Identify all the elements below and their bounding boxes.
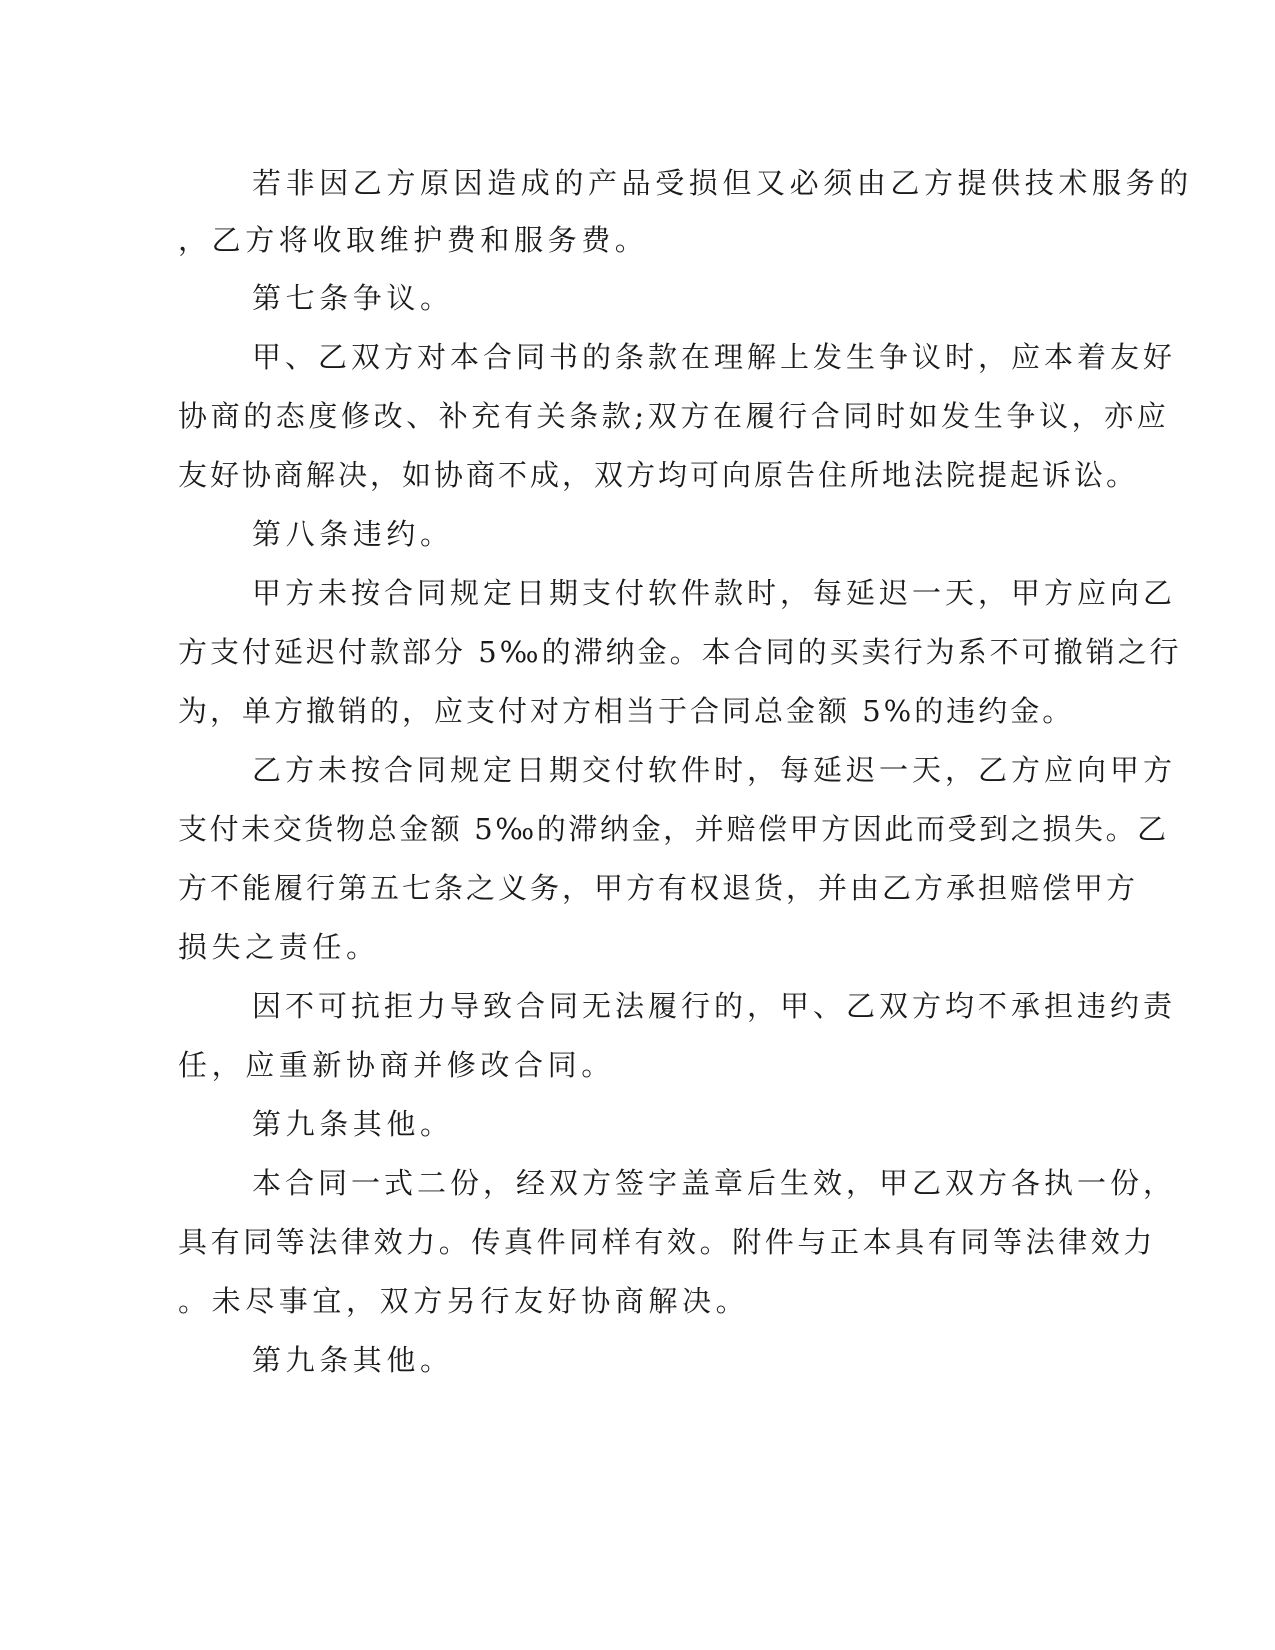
paragraph-line: 本合同一式二份，经双方签字盖章后生效，甲乙双方各执一份， [252, 1166, 1177, 1200]
paragraph-line: 具有同等法律效力。传真件同样有效。附件与正本具有同等法律效力 [178, 1225, 1157, 1259]
paragraph-line: 。未尽事宜，双方另行友好协商解决。 [178, 1284, 750, 1318]
section-heading: 第九条其他。 [252, 1343, 454, 1377]
section-heading: 第七条争议。 [252, 281, 454, 315]
paragraph-line: 方支付延迟付款部分 5‰的滞纳金。本合同的买卖行为系不可撤销之行 [178, 635, 1182, 669]
section-heading: 第八条违约。 [252, 517, 454, 551]
paragraph-line: 损失之责任。 [178, 930, 380, 964]
paragraph-line: 若非因乙方原因造成的产品受损但又必须由乙方提供技术服务的 [252, 166, 1193, 200]
paragraph-line: 支付未交货物总金额 5‰的滞纳金，并赔偿甲方因此而受到之损失。乙 [178, 812, 1169, 846]
paragraph-line: 协商的态度修改、补充有关条款;双方在履行合同时如发生争议，亦应 [178, 399, 1170, 433]
paragraph-line: 因不可抗拒力导致合同无法履行的，甲、乙双方均不承担违约责 [252, 989, 1177, 1023]
paragraph-line: 甲方未按合同规定日期支付软件款时，每延迟一天，甲方应向乙 [252, 576, 1177, 610]
paragraph-line: 任，应重新协商并修改合同。 [178, 1048, 615, 1082]
paragraph-line: 方不能履行第五七条之义务，甲方有权退货，并由乙方承担赔偿甲方 [178, 871, 1139, 905]
paragraph-line: 甲、乙双方对本合同书的条款在理解上发生争议时，应本着友好 [252, 340, 1177, 374]
paragraph-line: 乙方未按合同规定日期交付软件时，每延迟一天，乙方应向甲方 [252, 753, 1177, 787]
paragraph-line: ，乙方将收取维护费和服务费。 [178, 223, 649, 257]
paragraph-line: 为，单方撤销的，应支付对方相当于合同总金额 5%的违约金。 [178, 694, 1075, 728]
section-heading: 第九条其他。 [252, 1107, 454, 1141]
paragraph-line: 友好协商解决，如协商不成，双方均可向原告住所地法院提起诉讼。 [178, 458, 1139, 492]
